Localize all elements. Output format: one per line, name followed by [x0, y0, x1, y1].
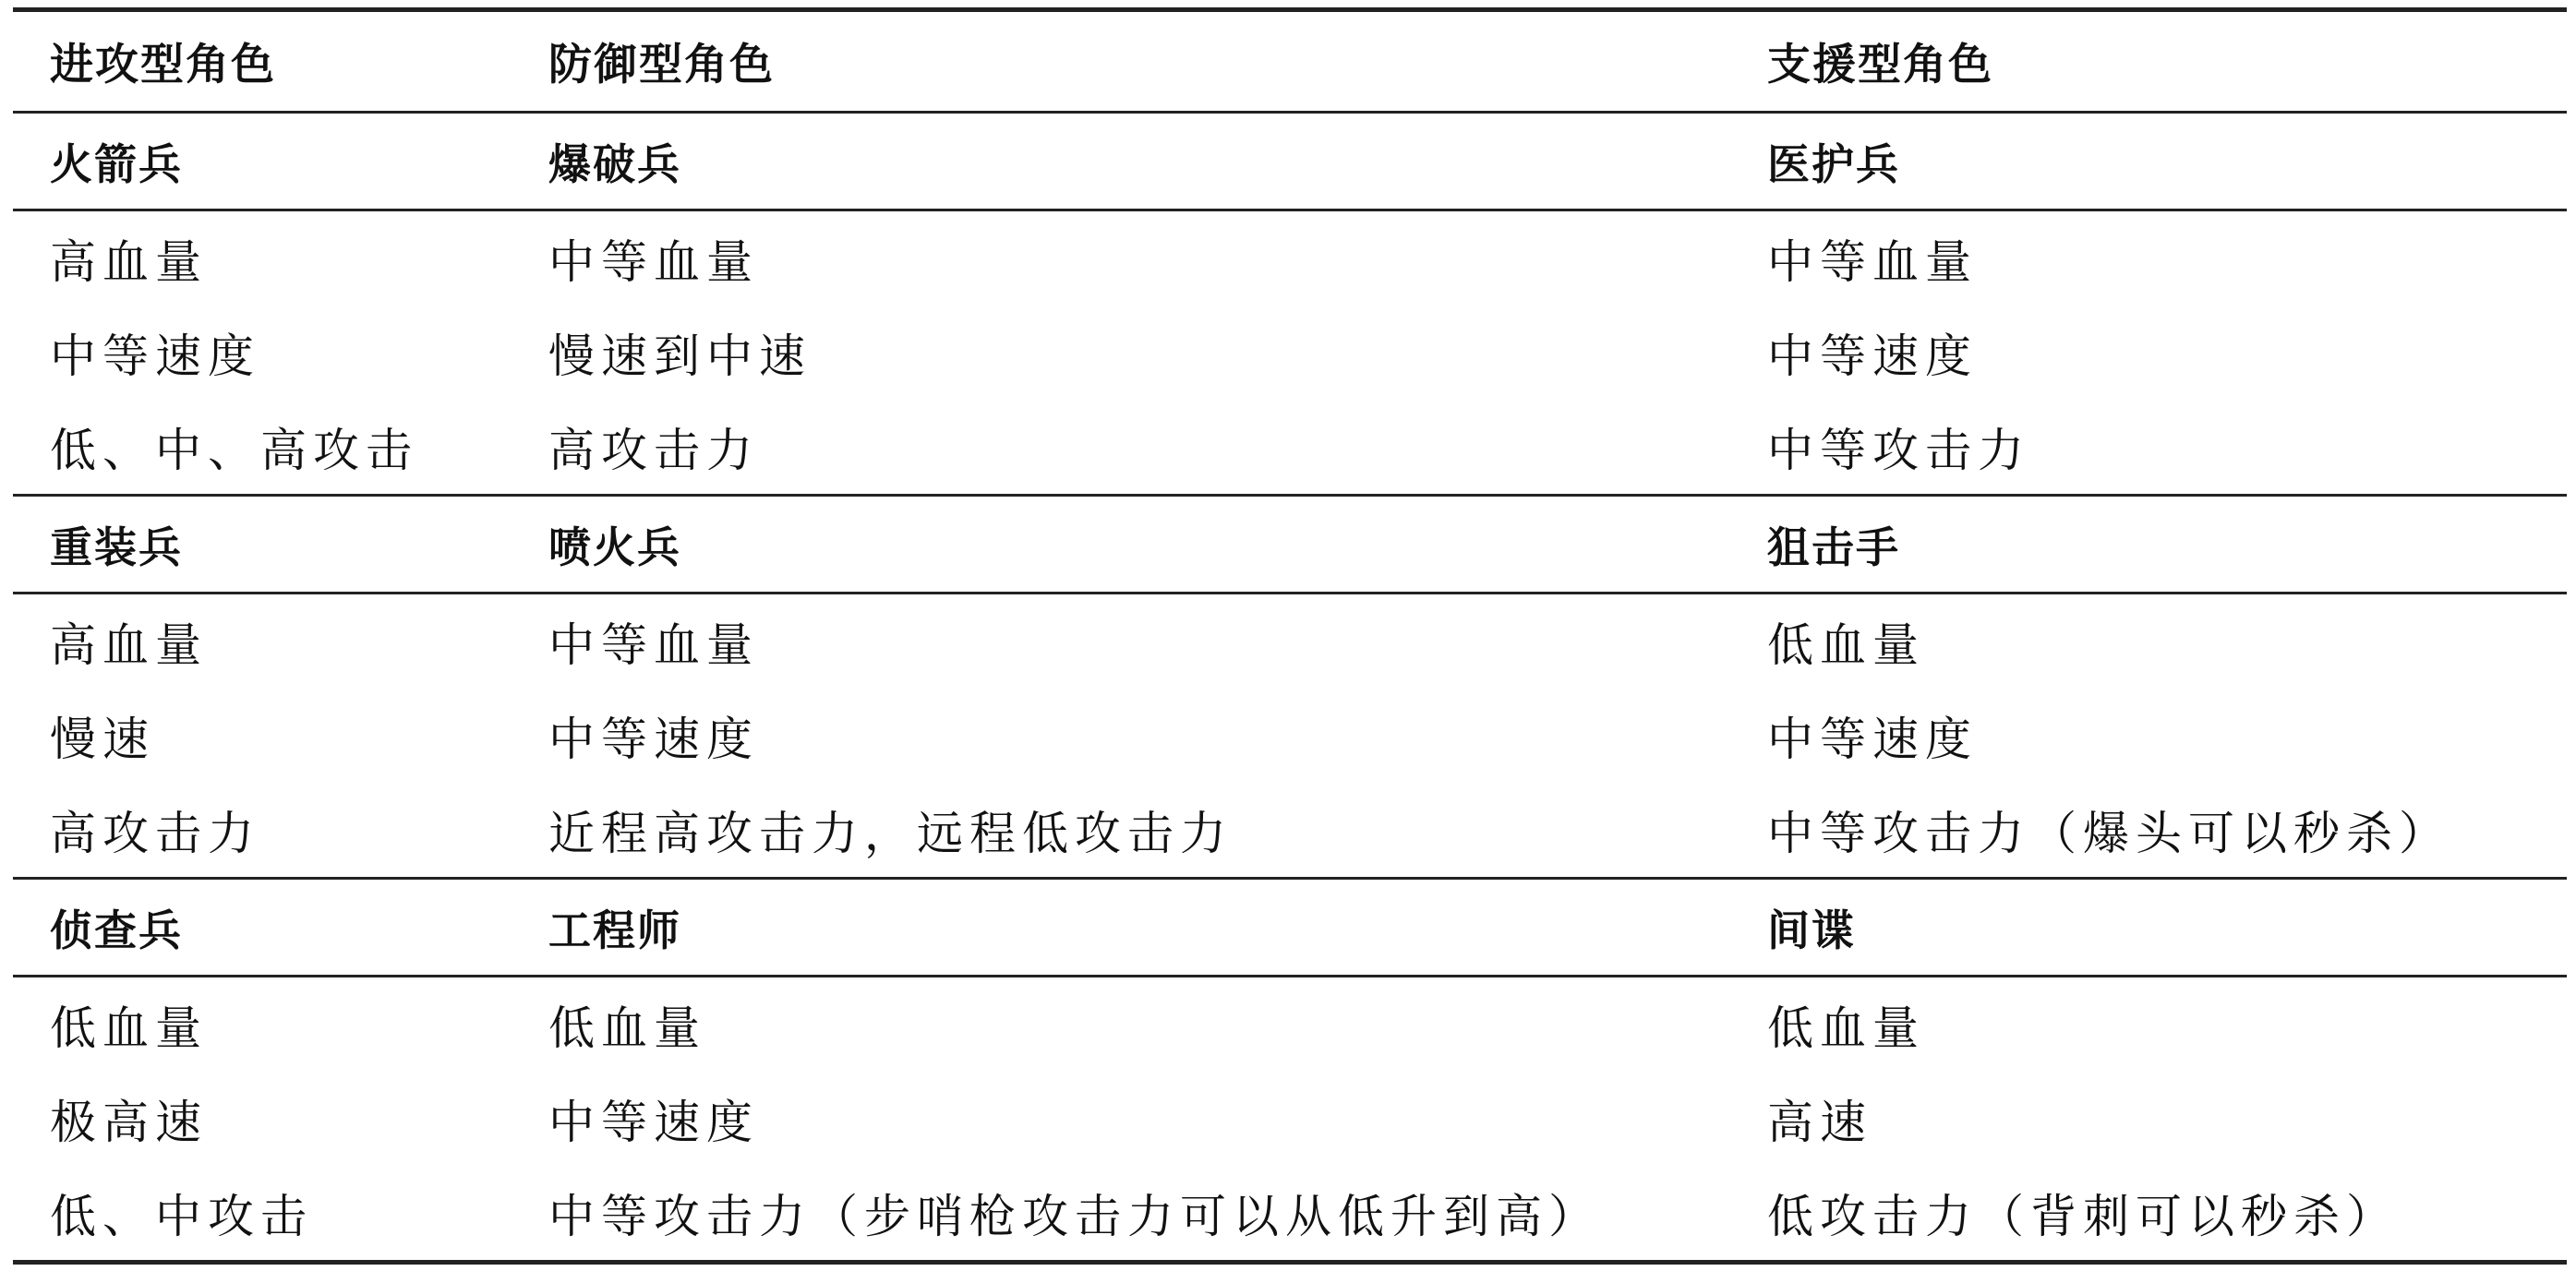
table-header-row: [13, 10, 2567, 113]
table-cell: 中等速度: [548, 713, 759, 766]
table-cell: 低血量: [50, 1001, 208, 1055]
attribute-row-speed: [13, 689, 2567, 783]
role-name: 间谍: [1730, 879, 2567, 977]
header-support: 支援型角色: [1730, 10, 2567, 113]
table-cell: 中等速度: [1767, 330, 1978, 383]
table-cell: 低血量: [548, 1001, 706, 1055]
attribute-row-speed: [13, 306, 2567, 400]
table-cell: 高血量: [50, 235, 208, 289]
table-cell: 中等速度: [50, 330, 260, 383]
attribute-row-attack: [13, 783, 2567, 879]
table-cell: 高血量: [50, 618, 208, 672]
role-name: 狙击手: [1730, 496, 2567, 594]
table-cell: 低血量: [1767, 1001, 1925, 1055]
table-cell: 慢速: [50, 713, 155, 766]
attribute-row-health: [13, 594, 2567, 689]
attribute-row-health: [13, 210, 2567, 306]
table-cell: 高攻击力: [13, 783, 512, 879]
role-name: 工程师: [512, 879, 1730, 977]
table-cell: 中等血量: [548, 618, 759, 672]
table-cell: 慢速到中速: [548, 330, 812, 383]
attribute-row-attack: [13, 400, 2567, 496]
table-cell: 低血量: [1767, 618, 1925, 672]
table-cell: 中等血量: [1767, 235, 1978, 289]
table-cell: 低、中、高攻击: [13, 400, 512, 496]
attribute-row-speed: [13, 1072, 2567, 1166]
role-name: 重装兵: [13, 496, 512, 594]
table-cell: 中等速度: [548, 1096, 759, 1149]
table-cell: 极高速: [50, 1096, 208, 1149]
table-cell: 高攻击力: [512, 400, 1730, 496]
table-cell: 低攻击力（背刺可以秒杀）: [1730, 1166, 2567, 1263]
role-name: 医护兵: [1730, 113, 2567, 210]
header-offense: 进攻型角色: [13, 10, 512, 113]
table-cell: 高速: [1767, 1096, 1872, 1149]
role-name: 火箭兵: [13, 113, 512, 210]
role-name: 喷火兵: [512, 496, 1730, 594]
attribute-row-health: [13, 977, 2567, 1073]
role-name-row: [13, 113, 2567, 210]
table-cell: 中等攻击力: [1730, 400, 2567, 496]
table-cell: 近程高攻击力，远程低攻击力: [512, 783, 1730, 879]
role-comparison-table: [13, 7, 2567, 1265]
role-name: 爆破兵: [512, 113, 1730, 210]
role-name-row: [13, 496, 2567, 594]
header-defense: 防御型角色: [512, 10, 1730, 113]
role-name: 侦查兵: [13, 879, 512, 977]
table-cell: 中等血量: [548, 235, 759, 289]
table-cell: 中等攻击力（爆头可以秒杀）: [1730, 783, 2567, 879]
table-cell: 中等攻击力（步哨枪攻击力可以从低升到高）: [512, 1166, 1730, 1263]
attribute-row-attack: [13, 1166, 2567, 1263]
table-cell: 低、中攻击: [13, 1166, 512, 1263]
table-cell: 中等速度: [1767, 713, 1978, 766]
role-name-row: [13, 879, 2567, 977]
